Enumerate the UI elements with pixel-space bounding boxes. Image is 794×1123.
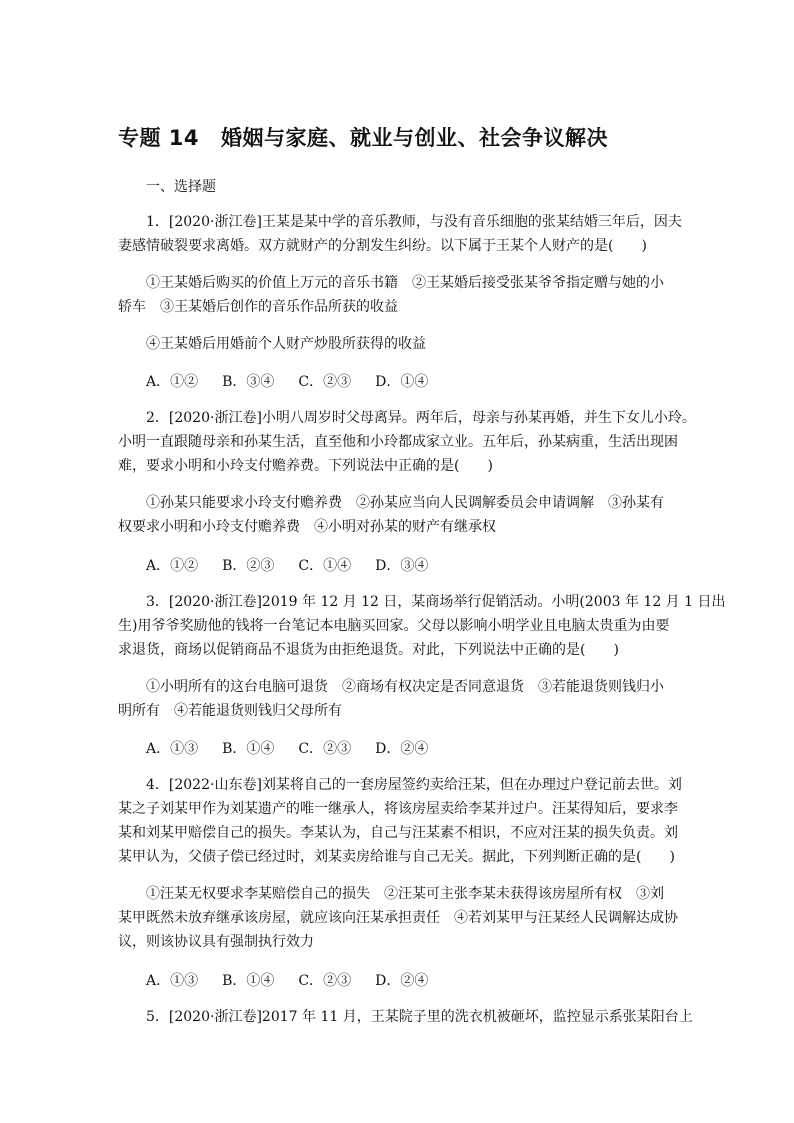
question-2-stem-line: 2．[2020·浙江卷]小明八周岁时父母离异。两年后，母亲与孙某再婚，并生下女儿小玲。: [146, 410, 696, 426]
option-c[interactable]: C．②③: [298, 973, 352, 989]
question-3-options: [146, 738, 452, 758]
question-3-statement-line: ①小明所有的这台电脑可退货 ②商场有权决定是否同意退货 ③若能退货则钱归小: [146, 679, 664, 695]
option-a[interactable]: A．①③: [146, 741, 199, 757]
question-4-stem-line: 某和刘某甲赔偿自己的损失。李某认为，自己与汪某素不相识，不应对汪某的损失负责。刘: [118, 825, 678, 841]
question-1-stem-line: 1．[2020·浙江卷]王某是某中学的音乐教师，与没有音乐细胞的张某结婚三年后，因夫: [146, 214, 682, 230]
option-a[interactable]: A．①②: [146, 374, 199, 390]
option-d[interactable]: D．②④: [375, 741, 429, 757]
question-3-stem-line: 3．[2020·浙江卷]2019 年 12 月 12 日，某商场举行促销活动。小明(2003 年 12 月 1 日出: [146, 594, 726, 610]
question-1-statement-line: 轿车 ③王某婚后创作的音乐作品所获的收益: [118, 299, 398, 315]
option-b[interactable]: B．①④: [222, 741, 275, 757]
option-d[interactable]: D．②④: [375, 973, 429, 989]
option-d[interactable]: D．③④: [375, 558, 429, 574]
question-4-stem-line: 4．[2022·山东卷]刘某将自己的一套房屋签约卖给汪某，但在办理过户登记前去世。刘: [146, 777, 682, 793]
question-2-stem-line: 小明一直跟随母亲和孙某生活，直至他和小玲都成家立业。五年后，孙某病重，生活出现困: [118, 434, 678, 450]
question-4-stem-line: 某甲认为，父债子偿已经过时，刘某卖房给谁与自己无关。据此，下列判断正确的是( ): [118, 849, 675, 865]
question-3-statement-line: 明所有 ④若能退货则钱归父母所有: [118, 703, 342, 719]
question-4-options: [146, 970, 452, 990]
option-c[interactable]: C．①④: [298, 558, 352, 574]
title-number: 专题 14: [118, 126, 200, 150]
page-title: [118, 122, 608, 152]
option-a[interactable]: A．①②: [146, 558, 199, 574]
option-c[interactable]: C．②③: [298, 374, 352, 390]
question-1-statement-line: ④王某婚后用婚前个人财产炒股所获得的收益: [146, 336, 426, 352]
question-4-statement-line: ①汪某无权要求李某赔偿自己的损失 ②汪某可主张李某未获得该房屋所有权 ③刘: [146, 886, 664, 902]
question-2-statement-line: 权要求小明和小玲支付赡养费 ④小明对孙某的财产有继承权: [118, 519, 496, 535]
title-text: 婚姻与家庭、就业与创业、社会争议解决: [221, 126, 609, 150]
option-d[interactable]: D．①④: [375, 374, 429, 390]
question-4-statement-line: 某甲既然未放弃继承该房屋，就应该向汪某承担责任 ④若刘某甲与汪某经人民调解达成协: [118, 910, 678, 926]
question-1-statement-line: ①王某婚后购买的价值上万元的音乐书籍 ②王某婚后接受张某爷爷指定赠与她的小: [146, 275, 664, 291]
option-b[interactable]: B．①④: [222, 973, 275, 989]
option-c[interactable]: C．②③: [298, 741, 352, 757]
question-2-options: [146, 555, 452, 575]
option-b[interactable]: B．②③: [222, 558, 275, 574]
question-4-statement-line: 议，则该协议具有强制执行效力: [118, 934, 314, 950]
question-5-stem-line: 5．[2020·浙江卷]2017 年 11 月，王某院子里的洗衣机被砸坏，监控显示系张某阳台上: [146, 1009, 693, 1025]
question-3-stem-line: 生)用爷爷奖励他的钱将一台笔记本电脑买回家。父母以影响小明学业且电脑太贵重为由要: [118, 618, 670, 634]
question-2-stem-line: 难，要求小明和小玲支付赡养费。下列说法中正确的是( ): [118, 458, 493, 474]
option-b[interactable]: B．③④: [222, 374, 275, 390]
question-1-stem-line: 妻感情破裂要求离婚。双方就财产的分割发生纠纷。以下属于王某个人财产的是( ): [118, 238, 647, 254]
question-3-stem-line: 求退货，商场以促销商品不退货为由拒绝退货。对此，下列说法中正确的是( ): [118, 642, 619, 658]
question-4-stem-line: 某之子刘某甲作为刘某遗产的唯一继承人，将该房屋卖给李某并过户。汪某得知后，要求李: [118, 801, 678, 817]
question-1-options: [146, 371, 452, 391]
question-2-statement-line: ①孙某只能要求小玲支付赡养费 ②孙某应当向人民调解委员会申请调解 ③孙某有: [146, 495, 664, 511]
option-a[interactable]: A．①③: [146, 973, 199, 989]
section-heading: 一、选择题: [146, 179, 216, 195]
